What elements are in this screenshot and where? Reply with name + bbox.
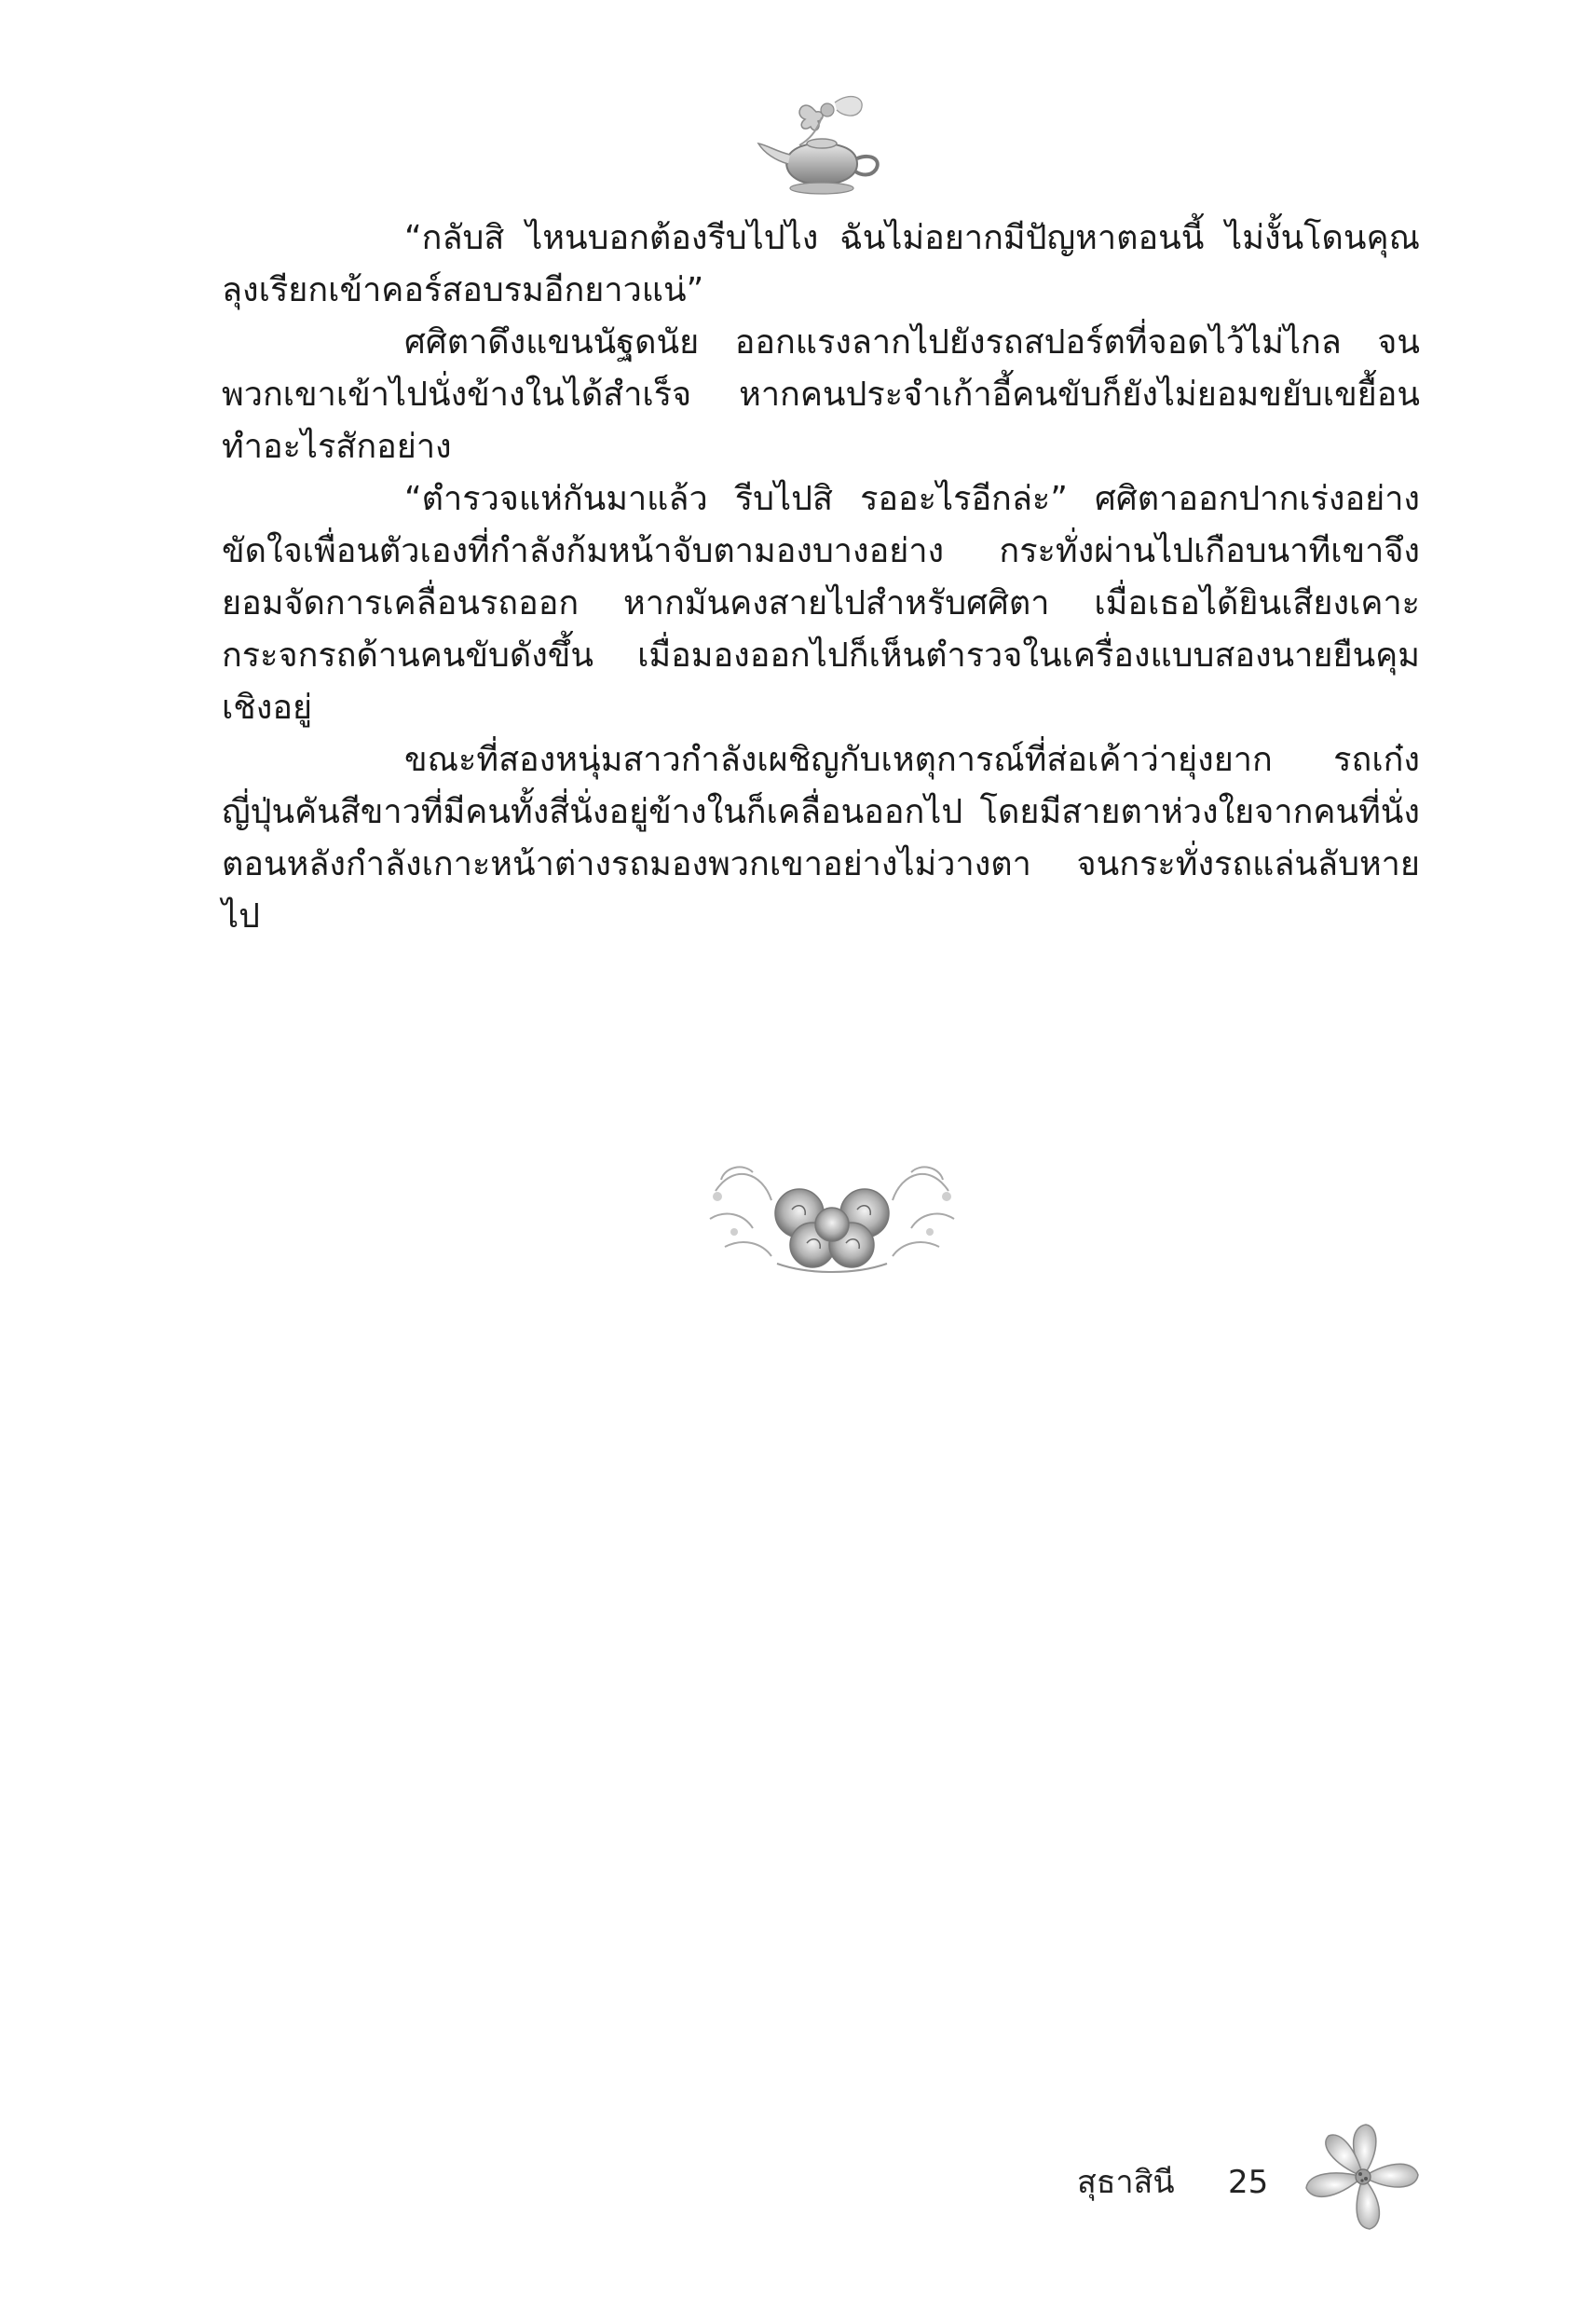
book-title: สุธาสินี: [1077, 2164, 1175, 2201]
paragraph: “ตำรวจแห่กันมาแล้ว รีบไปสิ รออะไรอีกล่ะ” ศศิตาออกปากเร่งอย่างขัดใจเพื่อนตัวเองที่กำลังก้มหน้าจับตามองบางอย่าง กระทั่งผ่านไปเกือบนาทีเขาจึงยอมจัดการเคลื่อนรถออก หากมันคงสายไปสำหรับศศิตา เมื่อเธอได้ยินเสียงเคาะกระจกรถด้านคนขับดังขึ้น เมื่อมองออกไปก็เห็นตำรวจในเครื่องแบบสองนายยืนคุมเชิงอยู่: [222, 480, 1420, 727]
paragraph: “กลับสิ ไหนบอกต้องรีบไปไง ฉันไม่อยากมีปัญหาตอนนี้ ไม่งั้นโดนคุณลุงเรียกเข้าคอร์สอบรมอีกยาวแน่”: [222, 219, 1420, 309]
teapot-fairy-icon: [757, 91, 887, 201]
flower-icon: [1291, 2117, 1435, 2236]
body-text: [222, 212, 1420, 943]
paragraph: ขณะที่สองหนุ่มสาวกำลังเผชิญกับเหตุการณ์ที่ส่อเค้าว่ายุ่งยาก รถเก๋งญี่ปุ่นคันสีขาวที่มีคนทั้งสี่นั่งอยู่ข้างในก็เคลื่อนออกไป โดยมีสายตาห่วงใยจากคนที่นั่งตอนหลังกำลังเกาะหน้าต่างรถมองพวกเขาอย่างไม่วางตา จนกระทั่งรถแล่นลับหายไป: [222, 741, 1420, 936]
page-number: 25: [1228, 2164, 1269, 2201]
roses-divider-icon: [697, 1154, 967, 1284]
paragraph: ศศิตาดึงแขนนัฐดนัย ออกแรงลากไปยังรถสปอร์ตที่จอดไว้ไม่ไกล จนพวกเขาเข้าไปนั่งข้างในได้สำเร็จ หากคนประจำเก้าอี้คนขับก็ยังไม่ยอมขยับเขยื้อนทำอะไรสักอย่าง: [222, 323, 1420, 466]
